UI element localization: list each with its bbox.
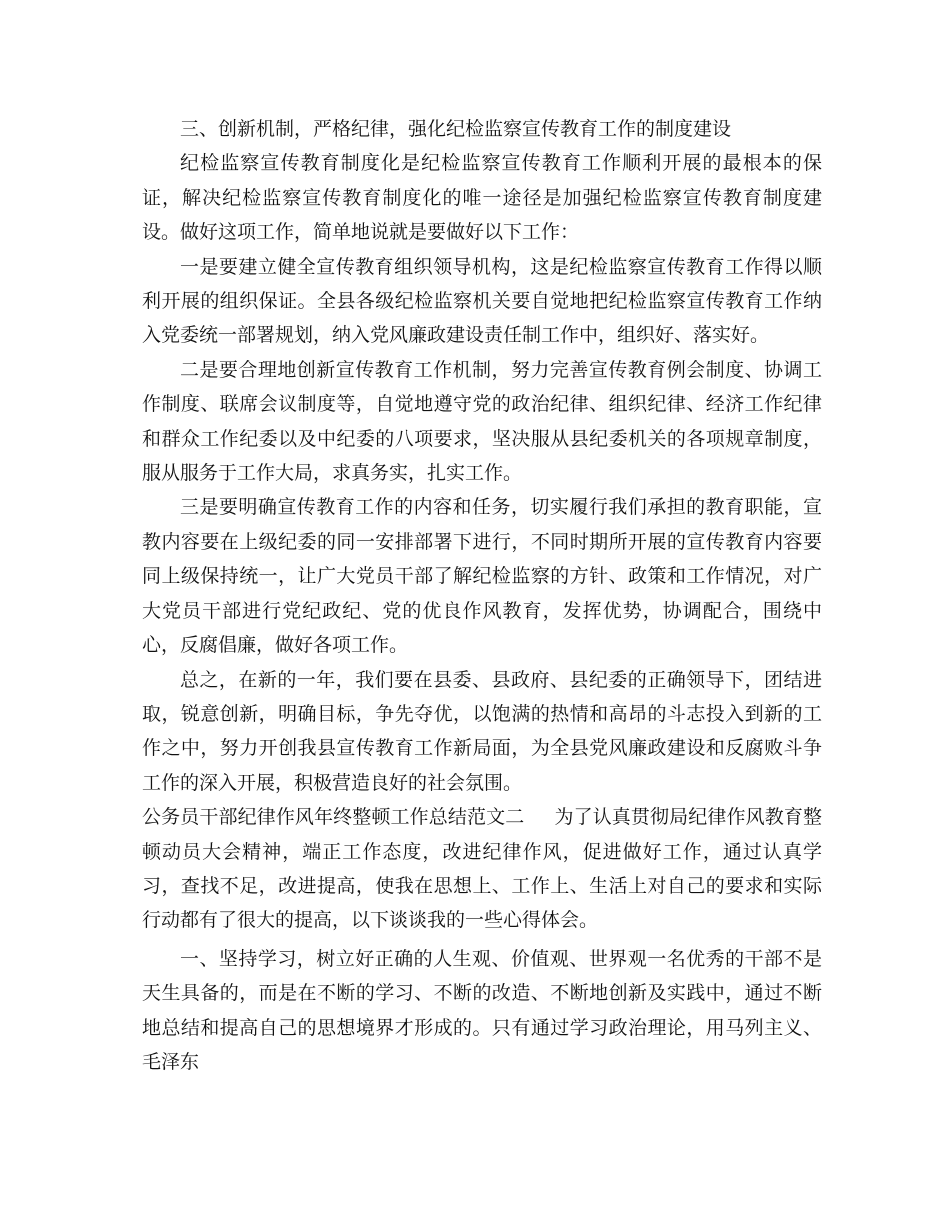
section-intro: 为了认真贯彻局纪律作风教育整顿动员大会精神，端正工作态度，改进纪律作风，促进做好工作，通过认真学习，查找不足，改进提高，使我在思想上、工作上、生活上对自己的要求和实际行动都有了很大的提高，以下谈谈我的一些心得体会。: [142, 806, 822, 932]
paragraph-heading-three: 三、创新机制，严格纪律，强化纪检监察宣传教育工作的制度建设: [180, 118, 732, 140]
paragraph-section-two: [142, 800, 822, 938]
paragraph-point-one: 一是要建立健全宣传教育组织领导机构，这是纪检监察宣传教育工作得以顺利开展的组织保证。全县各级纪检监察机关要自觉地把纪检监察宣传教育工作纳入党委统一部署规划，纳入党风廉政建设责任制工作中，组织好、落实好。: [142, 255, 822, 347]
section-title: 公务员干部纪律作风年终整顿工作总结范文二: [142, 806, 525, 829]
paragraph-point-three: 三是要明确宣传教育工作的内容和任务，切实履行我们承担的教育职能，宣教内容要在上级纪委的同一安排部署下进行，不同时期所开展的宣传教育内容要同上级保持统一，让广大党员干部了解纪检监察的方针、政策和工作情况，对广大党员干部进行党纪政纪、党的优良作风教育，发挥优势，协调配合，围绕中心，反腐倡廉，做好各项工作。: [142, 496, 822, 657]
paragraph-institutionalization: 纪检监察宣传教育制度化是纪检监察宣传教育工作顺利开展的最根本的保证，解决纪检监察宣传教育制度化的唯一途径是加强纪检监察宣传教育制度建设。做好这项工作，简单地说就是要做好以下工作：: [142, 152, 822, 244]
paragraph-conclusion: 总之，在新的一年，我们要在县委、县政府、县纪委的正确领导下，团结进取，锐意创新，明确目标，争先夺优，以饱满的热情和高昂的斗志投入到新的工作之中，努力开创我县宣传教育工作新局面，为全县党风廉政建设和反腐败斗争工作的深入开展，积极营造良好的社会氛围。: [142, 668, 822, 794]
paragraph-study: 一、坚持学习，树立好正确的人生观、价值观、世界观一名优秀的干部不是天生具备的，而是在不断的学习、不断的改造、不断地创新及实践中，通过不断地总结和提高自己的思想境界才形成的。只有通过学习政治理论，用马列主义、毛泽东: [142, 947, 822, 1073]
paragraph-point-two: 二是要合理地创新宣传教育工作机制，努力完善宣传教育例会制度、协调工作制度、联席会议制度等，自觉地遵守党的政治纪律、组织纪律、经济工作纪律和群众工作纪委以及中纪委的八项要求，坚决服从县纪委机关的各项规章制度，服从服务于工作大局，求真务实，扎实工作。: [142, 358, 822, 485]
document-body: [142, 112, 822, 1079]
